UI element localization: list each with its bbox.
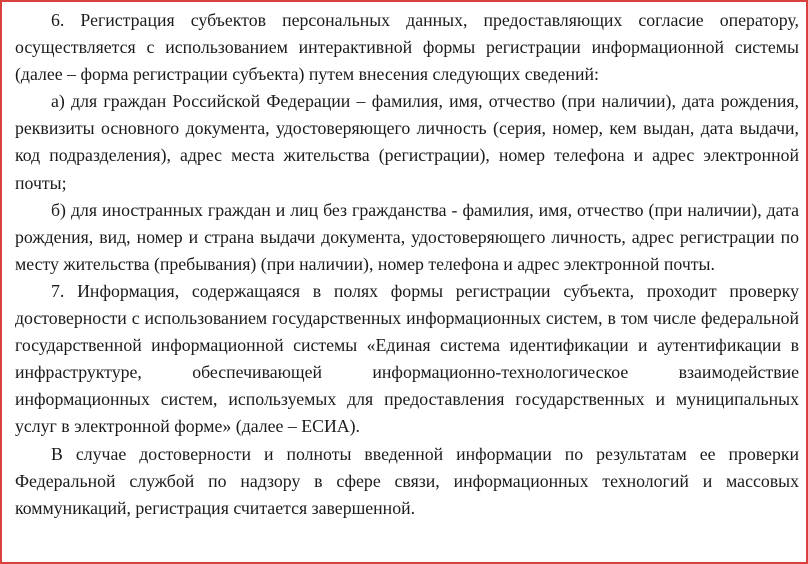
paragraph-7-verification: 7. Информация, содержащаяся в полях формы регистрации субъекта, проходит проверку достоверности с использованием государственных информационных систем, в том числе федеральной государственной информационной системы «Единая система идентификации и аутентификации в инфраструктуре, обеспечивающей информационно-технологическое взаимодействие информационных систем, используемых для предоставления государственных и муниципальных услуг в электронной форме» (далее – ЕСИА). — [15, 280, 799, 437]
paragraph-6-registration: 6. Регистрация субъектов персональных данных, предоставляющих согласие оператору, осуществляется с использованием интерактивной формы регистрации информационной системы (далее – форма регистрации субъекта) путем внесения следующих сведений: — [15, 10, 799, 85]
paragraph-6b-foreign-citizens: б) для иностранных граждан и лиц без гражданства - фамилия, имя, отчество (при наличии), дата рождения, вид, номер и страна выдачи документа, удостоверяющего личность, адрес регистрации по месту жительства (пребывания) (при наличии), номер телефона и адрес электронной почты. — [15, 199, 799, 274]
paragraph-6a-russian-citizens: а) для граждан Российской Федерации – фамилия, имя, отчество (при наличии), дата рождения, реквизиты основного документа, удостоверяющего личность (серия, номер, кем выдан, дата выдачи, код подразделения), адрес места жительства (регистрации), номер телефона и адрес электронной почты; — [15, 91, 799, 193]
document-body — [15, 7, 799, 522]
paragraph-registration-complete: В случае достоверности и полноты введенной информации по результатам ее проверки Федеральной службой по надзору в сфере связи, информационных технологий и массовых коммуникаций, регистрация считается завершенной. — [15, 443, 799, 518]
